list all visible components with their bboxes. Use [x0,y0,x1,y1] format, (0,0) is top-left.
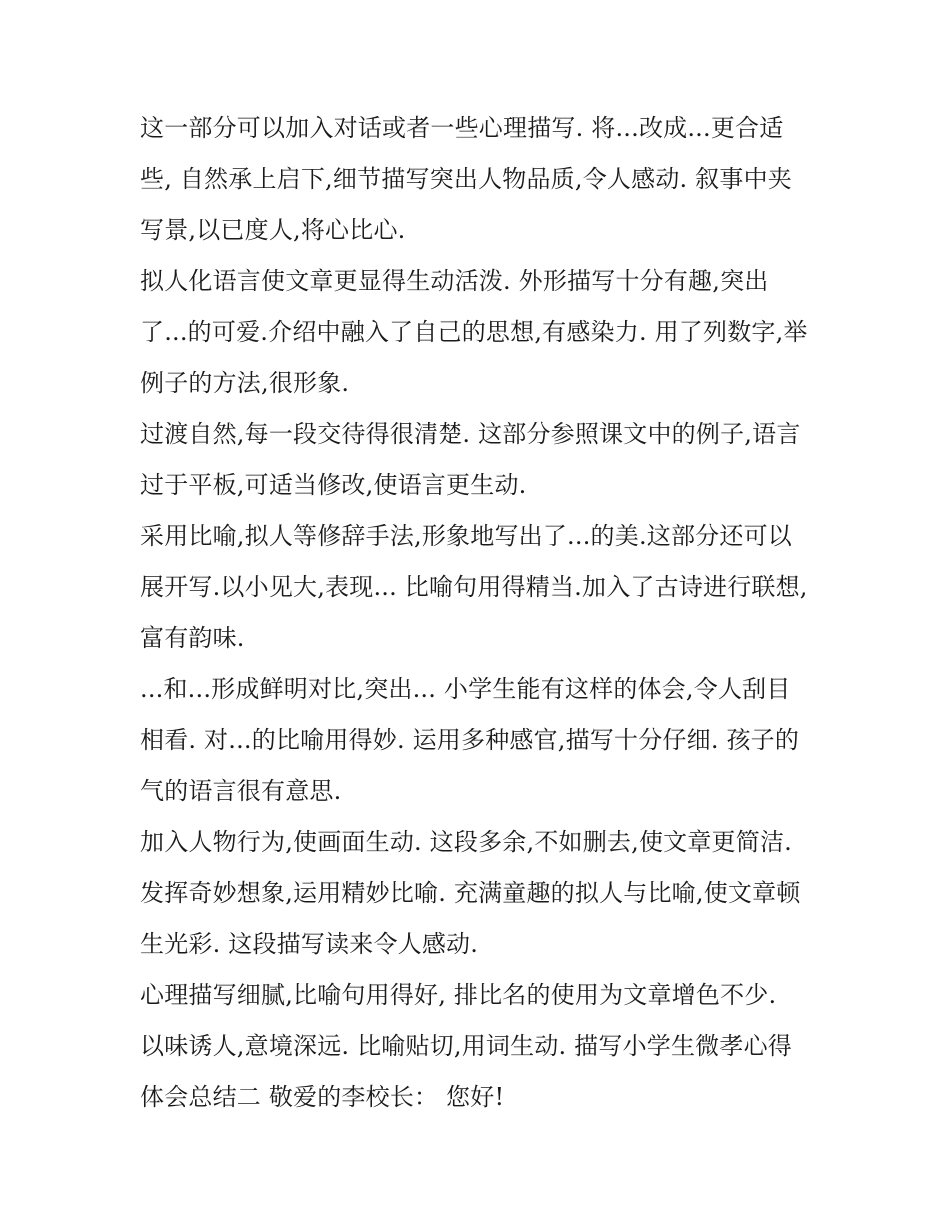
text-line: ...和...形成鲜明对比,突出... 小学生能有这样的体会,令人刮目 [140,675,791,703]
text-line: 过于平板,可适当修改,使语言更生动. [140,471,527,499]
text-line: 这一部分可以加入对话或者一些心理描写. 将...改成...更合适 [140,114,784,142]
text-line: 心理描写细腻,比喻句用得好, 排比名的使用为文章增色不少. [140,981,777,1009]
text-line: 以味诱人,意境深远. 比喻贴切,用词生动. 描写小学生微孝心得 [140,1032,792,1060]
text-line: 体会总结二 敬爱的李校长： 您好! [140,1083,505,1111]
text-line: 些, 自然承上启下,细节描写突出人物品质,令人感动. 叙事中夹 [140,165,792,193]
text-line: 发挥奇妙想象,运用精妙比喻. 充满童趣的拟人与比喻,使文章顿 [140,879,801,907]
text-line: 了...的可爱.介绍中融入了自己的思想,有感染力. 用了列数字,举 [140,318,808,346]
text-line: 生光彩. 这段描写读来令人感动. [140,930,479,958]
text-line: 展开写.以小见大,表现... 比喻句用得精当.加入了古诗进行联想, [140,573,808,601]
document-body [140,103,820,1123]
text-line: 气的语言很有意思. [140,777,342,805]
text-line: 加入人物行为,使画面生动. 这段多余,不如删去,使文章更简洁. [140,828,792,856]
text-line: 写景,以已度人,将心比心. [140,216,406,244]
text-line: 拟人化语言使文章更显得生动活泼. 外形描写十分有趣,突出 [140,267,769,295]
text-line: 过渡自然,每一段交待得很清楚. 这部分参照课文中的例子,语言 [140,420,801,448]
text-line: 采用比喻,拟人等修辞手法,形象地写出了...的美.这部分还可以 [140,522,792,550]
text-line: 例子的方法,很形象. [140,369,350,397]
text-line: 相看. 对...的比喻用得妙. 运用多种感官,描写十分仔细. 孩子的 [140,726,800,754]
text-line: 富有韵味. [140,624,245,652]
